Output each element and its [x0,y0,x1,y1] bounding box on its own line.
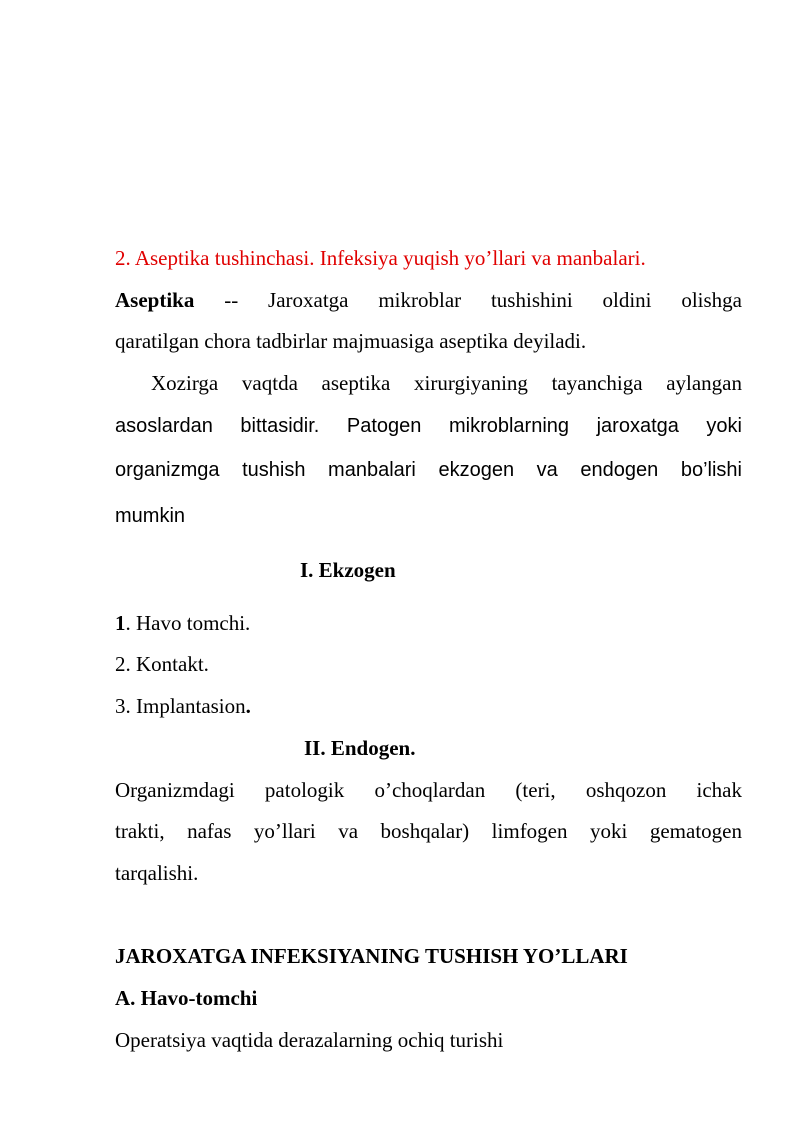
paragraph-2-line-1: Organizmdagi patologik o’choqlardan (teri, oshqozon ichak [115,778,742,802]
paragraph-2-line-3: tarqalishi. [115,861,199,885]
paragraph-1-line-1: Xozirga vaqtda aseptika xirurgiyaning tayanchiga aylangan [151,371,742,395]
definition-line-1 [115,286,742,314]
paragraph-2-line-2: trakti, nafas yo’llari va boshqalar) limfogen yoki gematogen [115,819,742,843]
body-line: Operatsiya vaqtida derazalarning ochiq turishi [115,1028,504,1052]
subsection-title: A. Havo-tomchi [115,986,258,1010]
list-item: 2. Kontakt. [115,652,209,676]
list-item: 3. Implantasion. [115,694,251,718]
definition-term: Aseptika [115,288,195,312]
paragraph-1-line-3: organizmga tushish manbalari ekzogen va endogen bo’lishi [115,459,742,481]
section-title-ekzogen: I. Ekzogen [300,558,396,582]
definition-line-2: qaratilgan chora tadbirlar majmuasiga aseptika deyiladi. [115,329,587,353]
section-title-endogen: II. Endogen. [304,736,416,760]
section-title-routes: JAROXATGA INFEKSIYANING TUSHISH YO’LLARI [115,944,628,968]
paragraph-1-line-4: mumkin [115,505,186,527]
section-heading: 2. Aseptika tushinchasi. Infeksiya yuqish yo’llari va manbalari. [115,246,646,270]
list-item: 1. Havo tomchi. [115,611,251,635]
paragraph-1-line-2: asoslardan bittasidir. Patogen mikroblarning jaroxatga yoki [115,415,742,437]
definition-text: -- Jaroxatga mikroblar tushishini oldini olishga [224,288,743,312]
